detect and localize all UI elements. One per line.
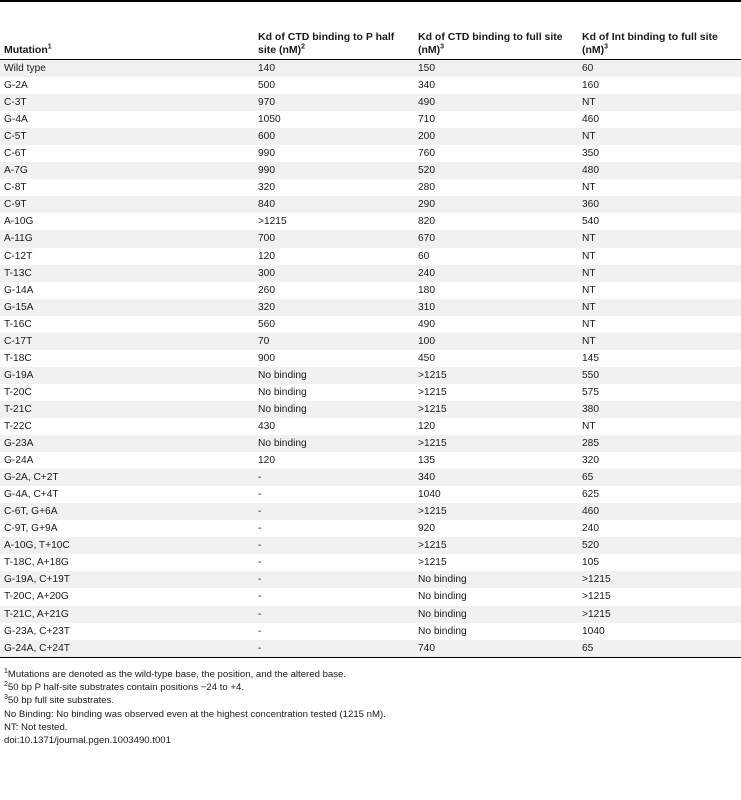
cell-ctd-half-site-kd: 990 <box>254 162 414 179</box>
table-row <box>0 623 741 640</box>
table-row <box>0 213 741 230</box>
cell-mutation: T-22C <box>0 418 254 435</box>
cell-mutation: Wild type <box>0 60 254 78</box>
cell-ctd-full-site-kd: 280 <box>414 179 578 196</box>
cell-ctd-full-site-kd: >1215 <box>414 503 578 520</box>
cell-ctd-full-site-kd: 135 <box>414 452 578 469</box>
footnote <box>4 734 737 747</box>
table-row <box>0 537 741 554</box>
cell-ctd-full-site-kd: No binding <box>414 623 578 640</box>
cell-int-full-site-kd: >1215 <box>578 588 741 605</box>
footnote-text: doi:10.1371/journal.pgen.1003490.t001 <box>4 735 171 747</box>
cell-int-full-site-kd: 460 <box>578 503 741 520</box>
cell-mutation: C-6T, G+6A <box>0 503 254 520</box>
footnote-text: No Binding: No binding was observed even at the highest concentration tested (1215 nM). <box>4 708 386 720</box>
cell-ctd-full-site-kd: 1040 <box>414 486 578 503</box>
footnote <box>4 708 737 721</box>
table-row <box>0 640 741 658</box>
cell-mutation: C-9T, G+9A <box>0 520 254 537</box>
table-row <box>0 282 741 299</box>
cell-ctd-full-site-kd: 200 <box>414 128 578 145</box>
cell-int-full-site-kd: NT <box>578 94 741 111</box>
cell-ctd-full-site-kd: 340 <box>414 469 578 486</box>
cell-mutation: G-15A <box>0 299 254 316</box>
cell-int-full-site-kd: 1040 <box>578 623 741 640</box>
cell-int-full-site-kd: NT <box>578 282 741 299</box>
cell-int-full-site-kd: NT <box>578 265 741 282</box>
cell-ctd-full-site-kd: 920 <box>414 520 578 537</box>
cell-int-full-site-kd: 575 <box>578 384 741 401</box>
cell-ctd-full-site-kd: 520 <box>414 162 578 179</box>
cell-int-full-site-kd: 625 <box>578 486 741 503</box>
cell-ctd-half-site-kd: 560 <box>254 316 414 333</box>
cell-int-full-site-kd: 65 <box>578 469 741 486</box>
table-row <box>0 111 741 128</box>
cell-ctd-full-site-kd: 340 <box>414 77 578 94</box>
table-row <box>0 299 741 316</box>
cell-ctd-full-site-kd: No binding <box>414 606 578 623</box>
cell-int-full-site-kd: 550 <box>578 367 741 384</box>
footnote-text: NT: Not tested. <box>4 721 68 733</box>
table-row <box>0 248 741 265</box>
cell-ctd-full-site-kd: 490 <box>414 316 578 333</box>
cell-ctd-full-site-kd: No binding <box>414 588 578 605</box>
table-row <box>0 196 741 213</box>
cell-mutation: C-5T <box>0 128 254 145</box>
cell-ctd-half-site-kd: 970 <box>254 94 414 111</box>
footnote-marker: 2 <box>4 680 8 688</box>
cell-ctd-full-site-kd: >1215 <box>414 435 578 452</box>
table-row <box>0 469 741 486</box>
cell-mutation: T-21C, A+21G <box>0 606 254 623</box>
table-row <box>0 503 741 520</box>
cell-ctd-half-site-kd: 120 <box>254 452 414 469</box>
cell-int-full-site-kd: 480 <box>578 162 741 179</box>
footnote-marker: 3 <box>4 694 8 702</box>
cell-ctd-half-site-kd: - <box>254 571 414 588</box>
table-row <box>0 77 741 94</box>
table-row <box>0 588 741 605</box>
cell-mutation: G-4A <box>0 111 254 128</box>
table-row <box>0 452 741 469</box>
footnote <box>4 694 737 707</box>
cell-ctd-half-site-kd: 430 <box>254 418 414 435</box>
cell-ctd-half-site-kd: - <box>254 588 414 605</box>
cell-mutation: A-7G <box>0 162 254 179</box>
cell-int-full-site-kd: 145 <box>578 350 741 367</box>
cell-mutation: C-12T <box>0 248 254 265</box>
cell-ctd-full-site-kd: >1215 <box>414 537 578 554</box>
cell-int-full-site-kd: 60 <box>578 60 741 78</box>
footnote-marker: 1 <box>4 667 8 675</box>
cell-mutation: G-2A <box>0 77 254 94</box>
table-row <box>0 418 741 435</box>
cell-ctd-full-site-kd: 710 <box>414 111 578 128</box>
table-row <box>0 367 741 384</box>
cell-ctd-half-site-kd: 1050 <box>254 111 414 128</box>
cell-mutation: C-9T <box>0 196 254 213</box>
cell-mutation: G-4A, C+4T <box>0 486 254 503</box>
cell-mutation: T-18C <box>0 350 254 367</box>
cell-ctd-half-site-kd: - <box>254 537 414 554</box>
cell-ctd-half-site-kd: - <box>254 469 414 486</box>
cell-ctd-half-site-kd: - <box>254 606 414 623</box>
cell-ctd-full-site-kd: 820 <box>414 213 578 230</box>
header-int-full-site: Kd of Int binding to full site (nM)$^3$ <box>578 26 741 60</box>
cell-ctd-half-site-kd: 600 <box>254 128 414 145</box>
table-row <box>0 265 741 282</box>
table-row <box>0 128 741 145</box>
cell-ctd-full-site-kd: 60 <box>414 248 578 265</box>
cell-ctd-full-site-kd: 490 <box>414 94 578 111</box>
cell-int-full-site-kd: 105 <box>578 554 741 571</box>
cell-ctd-full-site-kd: 450 <box>414 350 578 367</box>
table-row <box>0 435 741 452</box>
cell-int-full-site-kd: >1215 <box>578 571 741 588</box>
cell-int-full-site-kd: NT <box>578 179 741 196</box>
table-row <box>0 179 741 196</box>
cell-ctd-full-site-kd: >1215 <box>414 554 578 571</box>
cell-mutation: G-24A, C+24T <box>0 640 254 658</box>
cell-mutation: G-2A, C+2T <box>0 469 254 486</box>
cell-ctd-full-site-kd: 180 <box>414 282 578 299</box>
header-ctd-half-site: Kd of CTD binding to P half site (nM)$^2$ <box>254 26 414 60</box>
cell-int-full-site-kd: NT <box>578 230 741 247</box>
cell-ctd-half-site-kd: >1215 <box>254 213 414 230</box>
footnote <box>4 721 737 734</box>
cell-ctd-half-site-kd: 500 <box>254 77 414 94</box>
table-row <box>0 350 741 367</box>
header-mutation: Mutation$^1$ <box>0 26 254 60</box>
cell-mutation: C-17T <box>0 333 254 350</box>
cell-mutation: G-19A <box>0 367 254 384</box>
cell-int-full-site-kd: NT <box>578 248 741 265</box>
cell-int-full-site-kd: 380 <box>578 401 741 418</box>
cell-mutation: A-10G, T+10C <box>0 537 254 554</box>
cell-ctd-half-site-kd: 320 <box>254 299 414 316</box>
table-row <box>0 606 741 623</box>
cell-ctd-half-site-kd: - <box>254 520 414 537</box>
cell-mutation: A-10G <box>0 213 254 230</box>
cell-ctd-half-site-kd: - <box>254 640 414 658</box>
table-row <box>0 520 741 537</box>
cell-int-full-site-kd: 360 <box>578 196 741 213</box>
cell-ctd-half-site-kd: - <box>254 623 414 640</box>
cell-ctd-half-site-kd: 700 <box>254 230 414 247</box>
cell-ctd-full-site-kd: 670 <box>414 230 578 247</box>
cell-int-full-site-kd: 160 <box>578 77 741 94</box>
table-row <box>0 145 741 162</box>
cell-ctd-half-site-kd: 300 <box>254 265 414 282</box>
table-row <box>0 94 741 111</box>
cell-mutation: T-21C <box>0 401 254 418</box>
cell-ctd-full-site-kd: 100 <box>414 333 578 350</box>
cell-ctd-full-site-kd: >1215 <box>414 367 578 384</box>
cell-ctd-half-site-kd: No binding <box>254 401 414 418</box>
table-row <box>0 401 741 418</box>
cell-ctd-half-site-kd: No binding <box>254 367 414 384</box>
cell-int-full-site-kd: 65 <box>578 640 741 658</box>
cell-mutation: G-19A, C+19T <box>0 571 254 588</box>
table-row <box>0 60 741 78</box>
cell-ctd-half-site-kd: 840 <box>254 196 414 213</box>
table-row <box>0 333 741 350</box>
cell-ctd-full-site-kd: 760 <box>414 145 578 162</box>
footnote <box>4 681 737 694</box>
cell-int-full-site-kd: 520 <box>578 537 741 554</box>
cell-mutation: C-6T <box>0 145 254 162</box>
cell-ctd-full-site-kd: 290 <box>414 196 578 213</box>
cell-int-full-site-kd: NT <box>578 316 741 333</box>
cell-ctd-half-site-kd: 900 <box>254 350 414 367</box>
table-row <box>0 384 741 401</box>
table-row <box>0 486 741 503</box>
cell-int-full-site-kd: 320 <box>578 452 741 469</box>
table-footnotes <box>0 658 741 748</box>
cell-ctd-full-site-kd: 740 <box>414 640 578 658</box>
table-row <box>0 316 741 333</box>
footnote <box>4 668 737 681</box>
cell-ctd-half-site-kd: - <box>254 503 414 520</box>
table-row <box>0 554 741 571</box>
cell-ctd-half-site-kd: No binding <box>254 435 414 452</box>
cell-int-full-site-kd: NT <box>578 333 741 350</box>
cell-mutation: G-14A <box>0 282 254 299</box>
cell-ctd-full-site-kd: >1215 <box>414 401 578 418</box>
cell-ctd-half-site-kd: - <box>254 554 414 571</box>
cell-mutation: G-23A, C+23T <box>0 623 254 640</box>
cell-int-full-site-kd: 350 <box>578 145 741 162</box>
cell-int-full-site-kd: 460 <box>578 111 741 128</box>
cell-int-full-site-kd: 540 <box>578 213 741 230</box>
cell-ctd-half-site-kd: 140 <box>254 60 414 78</box>
table-row <box>0 571 741 588</box>
cell-mutation: T-13C <box>0 265 254 282</box>
cell-ctd-full-site-kd: 240 <box>414 265 578 282</box>
header-ctd-full-site: Kd of CTD binding to full site (nM)$^3$ <box>414 26 578 60</box>
cell-mutation: T-18C, A+18G <box>0 554 254 571</box>
cell-mutation: T-20C <box>0 384 254 401</box>
header-row <box>0 26 741 60</box>
cell-ctd-half-site-kd: 70 <box>254 333 414 350</box>
footnote-text: 50 bp full site substrates. <box>7 695 115 707</box>
cell-int-full-site-kd: NT <box>578 418 741 435</box>
cell-mutation: G-24A <box>0 452 254 469</box>
cell-mutation: G-23A <box>0 435 254 452</box>
cell-ctd-full-site-kd: 150 <box>414 60 578 78</box>
cell-int-full-site-kd: NT <box>578 299 741 316</box>
table-row <box>0 230 741 247</box>
footnote-text: 50 bp P half-site substrates contain positions −24 to +4. <box>7 681 244 693</box>
cell-ctd-full-site-kd: 310 <box>414 299 578 316</box>
cell-ctd-full-site-kd: No binding <box>414 571 578 588</box>
cell-ctd-half-site-kd: 990 <box>254 145 414 162</box>
cell-int-full-site-kd: >1215 <box>578 606 741 623</box>
cell-ctd-half-site-kd: No binding <box>254 384 414 401</box>
cell-mutation: A-11G <box>0 230 254 247</box>
cell-int-full-site-kd: 285 <box>578 435 741 452</box>
cell-ctd-half-site-kd: 260 <box>254 282 414 299</box>
footnote-text: Mutations are denoted as the wild-type base, the position, and the altered base. <box>7 668 347 680</box>
cell-mutation: C-8T <box>0 179 254 196</box>
cell-ctd-full-site-kd: >1215 <box>414 384 578 401</box>
cell-mutation: T-20C, A+20G <box>0 588 254 605</box>
cell-ctd-half-site-kd: 120 <box>254 248 414 265</box>
cell-mutation: T-16C <box>0 316 254 333</box>
cell-ctd-half-site-kd: 320 <box>254 179 414 196</box>
cell-ctd-full-site-kd: 120 <box>414 418 578 435</box>
table-row <box>0 162 741 179</box>
cell-mutation: C-3T <box>0 94 254 111</box>
cell-ctd-half-site-kd: - <box>254 486 414 503</box>
cell-int-full-site-kd: 240 <box>578 520 741 537</box>
cell-int-full-site-kd: NT <box>578 128 741 145</box>
